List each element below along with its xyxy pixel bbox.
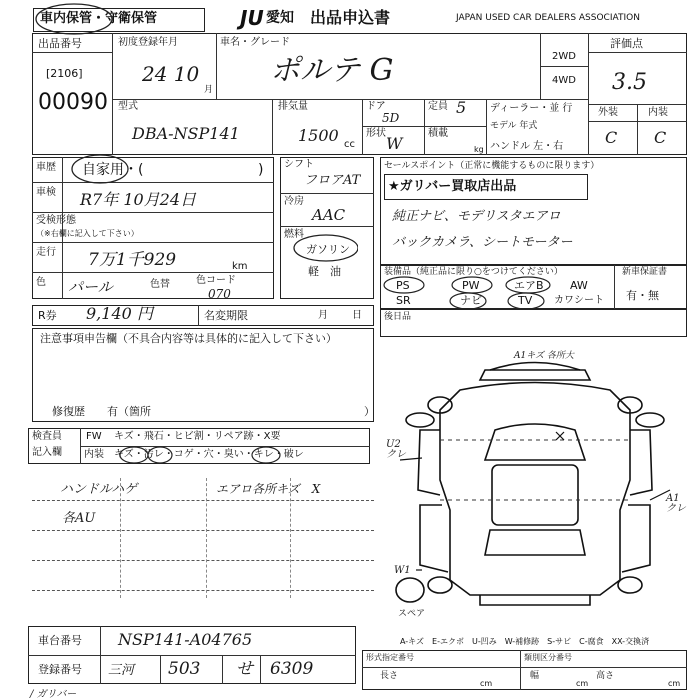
inspector-label-2: 記入欄	[32, 447, 62, 458]
drive-4wd: 4WD	[552, 75, 576, 86]
equip-aw: AW	[570, 279, 588, 292]
inspector-fw-items: キズ・飛石・ヒビ割・リペア跡・X要	[114, 431, 281, 442]
exterior-grade: C	[605, 128, 618, 147]
recycle-value: 9,140 円	[86, 304, 153, 323]
classification-label: 類別区分番号	[524, 653, 572, 662]
model-year-label: モデル 年式	[490, 121, 538, 131]
warranty-label: 新車保証書	[622, 267, 668, 277]
equip-pw: PW	[462, 279, 480, 292]
car-name-label: 車名・グレード	[220, 37, 290, 48]
equip-ps: PS	[396, 279, 410, 292]
diagram-spare-label: スペア	[398, 609, 426, 619]
registration-unit: 月	[204, 85, 214, 95]
registration-label: 初度登録年月	[118, 37, 178, 48]
inspector-circles	[110, 444, 290, 466]
rating-label: 評価点	[610, 37, 643, 50]
selling-line-2: バックカメラ、シートモーター	[392, 235, 573, 250]
capacity-label: 定員	[428, 101, 448, 112]
shift-value: フロアAT	[304, 173, 361, 188]
color-changed: 色替	[150, 279, 170, 290]
car-diagram	[380, 340, 690, 630]
color-label: 色	[36, 277, 46, 288]
history-circle	[70, 152, 130, 186]
interior-label: 内装	[648, 107, 668, 118]
history-label: 車歴	[36, 162, 56, 173]
ju-logo: JU	[240, 6, 264, 30]
exterior-label: 外装	[598, 107, 618, 118]
storage-text: 車内保管・守衛保管	[40, 11, 158, 26]
handle-label: ハンドル 左・右	[490, 141, 564, 152]
chassis-value: NSP141-A04765	[118, 630, 253, 649]
displacement-unit: cc	[344, 139, 355, 150]
equip-navi: ナビ	[460, 294, 482, 307]
length-unit: cm	[480, 679, 493, 688]
notes-label: 注意事項申告欄（不具合内容等は具体的に記入して下さい）	[40, 332, 337, 345]
equip-leather: カワシート	[554, 295, 604, 306]
inspector-note-2: 各AU	[62, 511, 96, 526]
plate-number: 6309	[270, 659, 314, 679]
width-unit: cm	[576, 679, 589, 688]
diagram-legend: A-キズ E-エクボ U-凹み W-補修跡 S-サビ C-腐食 XX-交換済	[400, 637, 650, 646]
designation-label: 形式指定番号	[366, 653, 414, 662]
name-change-label: 名変期限	[204, 309, 248, 322]
load-label: 積載	[428, 128, 448, 139]
equip-airbag: エアB	[514, 279, 544, 292]
repair-close: ）	[364, 405, 375, 418]
mileage-value: 7万1千929	[88, 250, 177, 270]
mileage-label: 走行	[36, 247, 56, 258]
form-title: 出品申込書	[310, 8, 391, 27]
equipment-circles	[380, 272, 614, 312]
history-value: 自家用・(	[82, 162, 144, 178]
inspector-note-1b: エアロ各所キズ X	[216, 482, 321, 496]
fuel-diesel: 軽 油	[308, 265, 341, 278]
height-label: 高さ	[596, 671, 615, 681]
reception-note: （※右欄に記入して下さい）	[36, 229, 139, 238]
inspector-label-1: 検査員	[32, 431, 62, 442]
inspector-interior: 内装	[84, 449, 104, 460]
mileage-unit: km	[232, 261, 248, 272]
door-value: 5D	[382, 111, 400, 125]
capacity-value: 5	[456, 98, 467, 117]
diagram-bottom-left-note: W1	[394, 565, 411, 576]
region-title: 愛知	[266, 10, 294, 26]
inspection-label: 車検	[36, 187, 56, 198]
model-value: DBA-NSP141	[132, 124, 240, 143]
plate-class: 503	[168, 659, 201, 679]
door-label: ドア	[366, 101, 386, 112]
name-change-day: 日	[352, 310, 362, 321]
warranty-value: 有・無	[626, 289, 659, 302]
diagram-top-note: A1キズ 各所大	[514, 351, 574, 361]
interior-grade: C	[654, 128, 667, 147]
width-label: 幅	[530, 671, 540, 681]
diagram-left-note: U2 クレ	[386, 439, 406, 460]
history-close: )	[258, 162, 264, 178]
selling-banner: ★ガリバー買取店出品	[388, 179, 517, 194]
aircon-label: 冷房	[284, 196, 304, 207]
plate-region: 三河	[108, 663, 135, 678]
inspector-note-1: ハンドルハゲ	[60, 482, 138, 497]
lot-label: 出品番号	[38, 37, 82, 50]
shape-value: W	[386, 134, 403, 153]
length-label: 長さ	[380, 671, 399, 681]
rating-score: 3.5	[612, 70, 647, 95]
repair-label: 修復歴 有（箇所	[52, 405, 151, 418]
shift-label: シフト	[284, 159, 314, 170]
color-value: パール	[68, 278, 113, 296]
inspection-value: R7年 10月24日	[80, 190, 197, 209]
recycle-label: R券	[38, 309, 57, 322]
height-unit: cm	[668, 679, 681, 688]
color-code-label: 色コード	[196, 275, 236, 286]
association-name: JAPAN USED CAR DEALERS ASSOCIATION	[456, 13, 640, 23]
name-change-month: 月	[318, 310, 328, 321]
drive-2wd: 2WD	[552, 51, 576, 62]
fuel-gasoline: ガソリン	[306, 243, 350, 256]
selling-line-1: 純正ナビ、モデリスタエアロ	[392, 209, 561, 224]
displacement-value: 1500	[298, 126, 339, 145]
fuel-label: 燃料	[284, 229, 304, 240]
after-market-label: 後日品	[384, 312, 412, 322]
reception-label: 受検形態	[36, 215, 76, 226]
inspector-interior-items: キズ・汚レ・コゲ・穴・臭い・キレ・破レ	[114, 449, 304, 460]
lot-number: 00090	[38, 90, 108, 115]
car-name-value: ポルテ G	[270, 53, 394, 88]
footer-text: / ガリバー	[30, 689, 77, 700]
after-market-block	[380, 309, 687, 337]
chassis-label: 車台番号	[38, 634, 82, 647]
fuel-circle	[288, 232, 358, 264]
color-code-value: 070	[208, 287, 231, 301]
displacement-label: 排気量	[278, 101, 308, 112]
equip-sr: SR	[396, 294, 411, 307]
selling-points-label: セールスポイント（正常に機能するものに限ります）	[384, 161, 600, 171]
dealer-label: ディーラー・並 行	[490, 103, 573, 114]
inspector-fw: FW	[86, 431, 102, 442]
aircon-value: AAC	[312, 206, 346, 224]
load-unit: kg	[474, 145, 484, 154]
equip-tv: TV	[518, 294, 533, 307]
registration-value: 24 10	[142, 62, 200, 86]
storage-circle	[34, 2, 114, 36]
model-label: 型式	[118, 101, 138, 112]
plate-label: 登録番号	[38, 663, 82, 676]
shape-label: 形状	[366, 128, 386, 139]
equipment-label: 装備品（純正品に限り○をつけてください）	[384, 267, 563, 277]
plate-kana: せ	[236, 659, 253, 679]
diagram-right-note: A1 クレ	[666, 493, 686, 514]
lot-sub: [2106]	[46, 67, 83, 80]
